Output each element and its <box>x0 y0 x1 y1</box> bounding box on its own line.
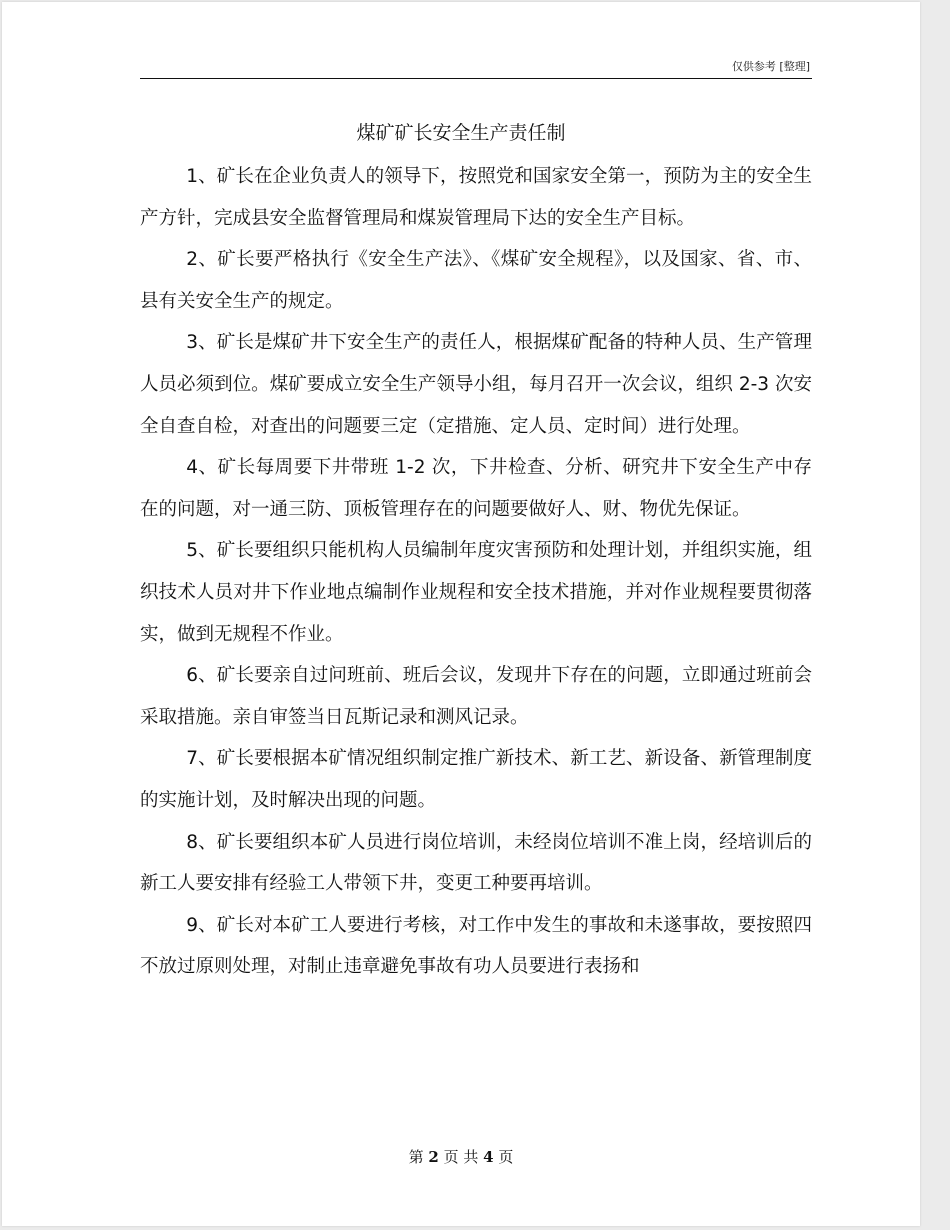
paragraph-4: 4、矿长每周要下井带班 1-2 次，下井检查、分析、研究井下安全生产中存在的问题，对一通三防、顶板管理存在的问题要做好人、财、物优先保证。 <box>140 457 812 520</box>
paragraph-5: 5、矿长要组织只能机构人员编制年度灾害预防和处理计划，并组织实施，组织技术人员对井下作业地点编制作业规程和安全技术措施，并对作业规程要贯彻落实，做到无规程不作业。 <box>140 540 812 645</box>
header-note: 仅供参考 [整理] <box>731 60 810 73</box>
paragraph-2: 2、矿长要严格执行《安全生产法》、《煤矿安全规程》，以及国家、省、市、县有关安全生产的规定。 <box>140 249 812 312</box>
paragraph-9: 9、矿长对本矿工人要进行考核，对工作中发生的事故和未遂事故，要按照四不放过原则处理，对制止违章避免事故有功人员要进行表扬和 <box>140 914 812 978</box>
document-title: 煤矿矿长安全生产责任制 <box>356 122 566 144</box>
footer-prefix: 第 <box>408 1148 424 1166</box>
document-page <box>2 2 920 1226</box>
paragraph-3: 3、矿长是煤矿井下安全生产的责任人，根据煤矿配备的特种人员、生产管理人员必须到位。煤矿要成立安全生产领导小组，每月召开一次会议，组织 2-3 次安全自查自检，对查出的问题要三定（定措施、定人员、定时间）进行处理。 <box>140 332 812 437</box>
document-body <box>140 156 812 988</box>
footer-total-pages: 4 <box>483 1148 494 1166</box>
footer-mid: 页 共 <box>443 1148 479 1166</box>
paragraph-8: 8、矿长要组织本矿人员进行岗位培训，未经岗位培训不准上岗，经培训后的新工人要安排有经验工人带领下井，变更工种要再培训。 <box>140 831 812 895</box>
page-footer <box>2 1146 920 1167</box>
footer-page-number: 2 <box>428 1148 439 1166</box>
paragraph-1: 1、矿长在企业负责人的领导下，按照党和国家安全第一，预防为主的安全生产方针，完成县安全监督管理局和煤炭管理局下达的安全生产目标。 <box>140 166 812 229</box>
paragraph-7: 7、矿长要根据本矿情况组织制定推广新技术、新工艺、新设备、新管理制度的实施计划，及时解决出现的问题。 <box>140 748 812 811</box>
header-rule <box>140 78 812 79</box>
paragraph-6: 6、矿长要亲自过问班前、班后会议，发现井下存在的问题，立即通过班前会采取措施。亲自审签当日瓦斯记录和测风记录。 <box>140 665 812 728</box>
footer-suffix: 页 <box>498 1148 514 1166</box>
